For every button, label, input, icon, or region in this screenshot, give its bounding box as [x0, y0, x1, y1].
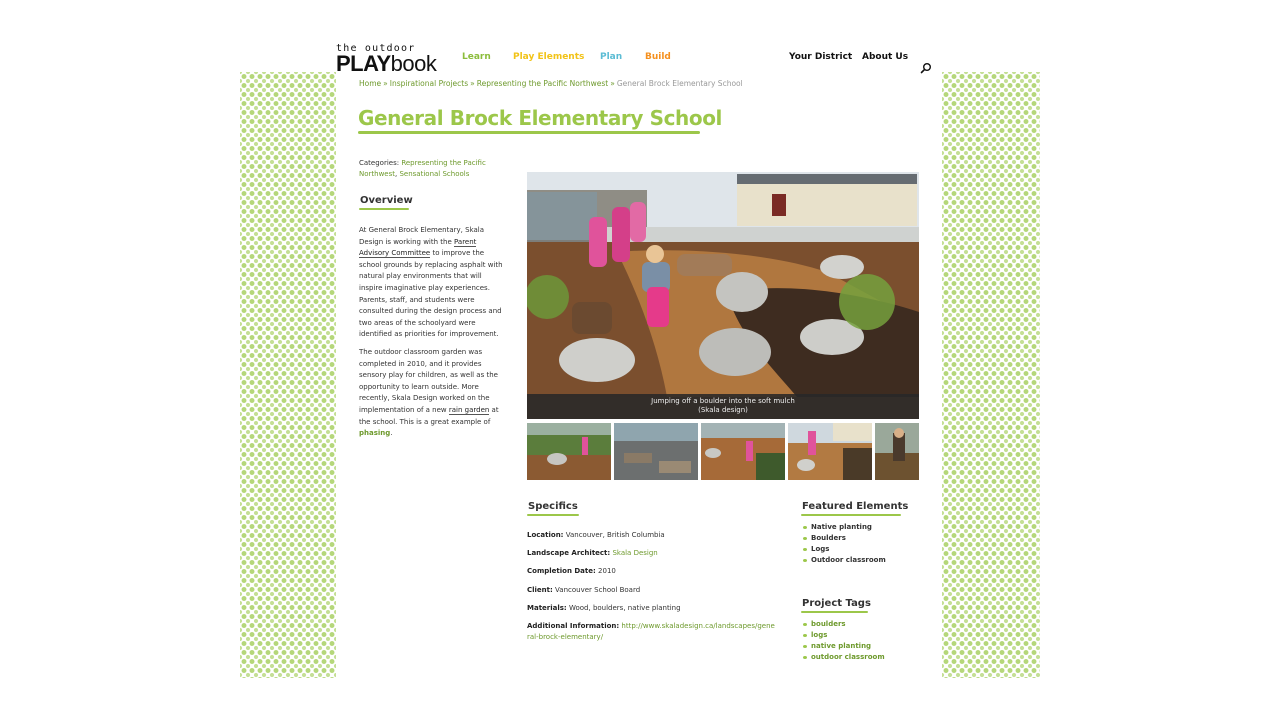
caption-line-1: Jumping off a boulder into the soft mulch	[651, 397, 795, 405]
thumbnail-5[interactable]	[875, 423, 919, 480]
decorative-dot-pattern-left	[240, 72, 336, 678]
overview-paragraph-2: The outdoor classroom garden was completed in 2010, and it provides sensory play for children, as well as the opportunity to learn outside. More recently, Skala Design worked on the implementation of a new rain garden at the school. This is a great example of phasing.	[359, 347, 499, 438]
page-title: General Brock Elementary School	[358, 106, 723, 130]
featured-elements-underline	[801, 514, 901, 516]
skala-design-link[interactable]: Skala Design	[612, 549, 658, 557]
gallery-thumbnails	[527, 423, 919, 480]
featured-element-item[interactable]: Boulders	[802, 533, 886, 544]
caption-line-2: (Skala design)	[698, 406, 748, 414]
thumbnail-1[interactable]	[527, 423, 611, 480]
nav-about-us[interactable]: About Us	[862, 52, 909, 62]
nav-play-elements[interactable]: Play Elements	[513, 52, 585, 62]
overview-heading: Overview	[360, 195, 413, 206]
project-tag-item[interactable]: boulders	[802, 619, 885, 630]
featured-element-item[interactable]: Native planting	[802, 522, 886, 533]
project-tag-item[interactable]: outdoor classroom	[802, 652, 885, 663]
overview-text	[359, 225, 504, 446]
thumbnail-2[interactable]	[614, 423, 698, 480]
specifics-underline	[527, 514, 579, 516]
thumbnail-4[interactable]	[788, 423, 872, 480]
breadcrumb-separator: »	[470, 79, 475, 88]
spec-additional-information: Additional Information: http://www.skaladesign.ca/landscapes/general-brock-elementary/	[527, 622, 775, 641]
additional-info-link[interactable]: http://www.skaladesign.ca/landscapes/general-brock-elementary/	[527, 622, 775, 641]
breadcrumb-current: General Brock Elementary School	[616, 79, 743, 88]
breadcrumb-inspirational-projects[interactable]: Inspirational Projects	[389, 79, 469, 88]
featured-elements-list	[802, 522, 886, 566]
site-header	[336, 44, 942, 74]
site-logo[interactable]	[336, 44, 436, 75]
nav-your-district[interactable]: Your District	[789, 52, 853, 62]
spec-materials: Materials: Wood, boulders, native planting	[527, 604, 681, 612]
title-underline	[358, 131, 700, 134]
category-sensational-schools[interactable]: Sensational Schools	[399, 170, 470, 178]
phasing-link[interactable]: phasing	[359, 429, 391, 438]
rain-garden-link[interactable]: rain garden	[448, 405, 490, 414]
playground-photo	[527, 172, 919, 419]
search-icon[interactable]	[920, 59, 932, 71]
parent-advisory-committee-link[interactable]: Parent Advisory Committee	[359, 237, 477, 258]
overview-paragraph-1: At General Brock Elementary, Skala Design is working with the Parent Advisory Committee to improve the school grounds by replacing asphalt with natural play environments that will inspire imaginative play experiences. Parents, staff, and students were consulted during the design process and two areas of the schoolyard were identified as priorities for improvement.	[359, 226, 503, 339]
breadcrumb-home[interactable]: Home	[359, 79, 382, 88]
project-tags-heading: Project Tags	[802, 598, 871, 609]
category-pacific-northwest[interactable]: Representing the Pacific Northwest	[359, 159, 486, 178]
featured-elements-heading: Featured Elements	[802, 501, 909, 512]
nav-build[interactable]: Build	[645, 52, 671, 62]
photo-caption	[527, 394, 919, 419]
project-tag-item[interactable]: logs	[802, 630, 885, 641]
categories: Categories: Representing the Pacific Northwest, Sensational Schools	[359, 159, 486, 178]
spec-landscape-architect: Landscape Architect: Skala Design	[527, 549, 658, 557]
spec-completion-date: Completion Date: 2010	[527, 567, 616, 575]
decorative-dot-pattern-right	[942, 72, 1040, 678]
project-tag-item[interactable]: native planting	[802, 641, 885, 652]
thumbnail-3[interactable]	[701, 423, 785, 480]
specifics-heading: Specifics	[528, 501, 578, 512]
logo-wordmark: PLAYbook	[336, 51, 437, 76]
categories-label: Categories:	[359, 159, 400, 167]
breadcrumb	[359, 79, 743, 88]
nav-learn[interactable]: Learn	[462, 52, 491, 62]
spec-location: Location: Vancouver, British Columbia	[527, 531, 665, 539]
featured-element-item[interactable]: Logs	[802, 544, 886, 555]
breadcrumb-separator: »	[383, 79, 388, 88]
project-tags-list	[802, 619, 885, 663]
logo-tagline: the outdoor	[336, 43, 416, 54]
spec-client: Client: Vancouver School Board	[527, 586, 641, 594]
gallery-main-photo[interactable]	[527, 172, 919, 419]
nav-plan[interactable]: Plan	[600, 52, 623, 62]
breadcrumb-separator: »	[610, 79, 615, 88]
featured-element-item[interactable]: Outdoor classroom	[802, 555, 886, 566]
breadcrumb-pacific-northwest[interactable]: Representing the Pacific Northwest	[476, 79, 609, 88]
project-tags-underline	[801, 611, 868, 613]
overview-underline	[359, 208, 409, 210]
